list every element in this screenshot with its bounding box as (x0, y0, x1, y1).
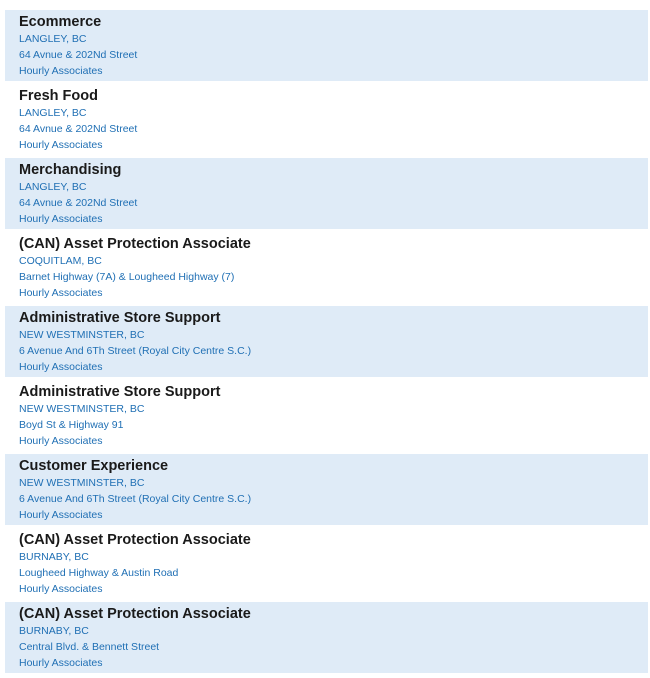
job-category: Hourly Associates (19, 657, 103, 669)
job-title-link[interactable]: Administrative Store Support (19, 384, 221, 400)
job-address: Barnet Highway (7A) & Lougheed Highway (7) (19, 271, 235, 283)
job-listing[interactable] (5, 454, 648, 525)
job-address: 6 Avenue And 6Th Street (Royal City Centre S.C.) (19, 345, 252, 357)
job-address: Central Blvd. & Bennett Street (19, 641, 160, 653)
job-address: Lougheed Highway & Austin Road (19, 567, 179, 579)
job-location: BURNABY, BC (19, 625, 89, 637)
job-category: Hourly Associates (19, 361, 103, 373)
job-address: Boyd St & Highway 91 (19, 419, 124, 431)
job-location: LANGLEY, BC (19, 33, 87, 45)
job-location: LANGLEY, BC (19, 181, 87, 193)
job-location: BURNABY, BC (19, 551, 89, 563)
job-list (5, 10, 648, 676)
job-title-link[interactable]: (CAN) Asset Protection Associate (19, 606, 251, 622)
job-category: Hourly Associates (19, 213, 103, 225)
job-category: Hourly Associates (19, 287, 103, 299)
job-title-link[interactable]: Ecommerce (19, 14, 102, 30)
job-address: 64 Avnue & 202Nd Street (19, 197, 138, 209)
job-location: COQUITLAM, BC (19, 255, 102, 267)
job-listing[interactable] (5, 380, 648, 451)
job-listing[interactable] (5, 10, 648, 81)
job-address: 64 Avnue & 202Nd Street (19, 123, 138, 135)
job-category: Hourly Associates (19, 139, 103, 151)
job-listing[interactable] (5, 158, 648, 229)
job-title-link[interactable]: Customer Experience (19, 458, 169, 474)
job-title-link[interactable]: (CAN) Asset Protection Associate (19, 532, 251, 548)
job-location: NEW WESTMINSTER, BC (19, 477, 145, 489)
job-category: Hourly Associates (19, 583, 103, 595)
job-address: 64 Avnue & 202Nd Street (19, 49, 138, 61)
job-listing[interactable] (5, 602, 648, 673)
job-listing[interactable] (5, 84, 648, 155)
job-location: LANGLEY, BC (19, 107, 87, 119)
job-title-link[interactable]: Merchandising (19, 162, 122, 178)
job-category: Hourly Associates (19, 65, 103, 77)
job-address: 6 Avenue And 6Th Street (Royal City Centre S.C.) (19, 493, 252, 505)
job-title-link[interactable]: (CAN) Asset Protection Associate (19, 236, 251, 252)
job-listing[interactable] (5, 306, 648, 377)
job-location: NEW WESTMINSTER, BC (19, 329, 145, 341)
job-title-link[interactable]: Administrative Store Support (19, 310, 221, 326)
job-title-link[interactable]: Fresh Food (19, 88, 98, 104)
job-category: Hourly Associates (19, 509, 103, 521)
job-listing[interactable] (5, 232, 648, 303)
job-location: NEW WESTMINSTER, BC (19, 403, 145, 415)
job-listing[interactable] (5, 528, 648, 599)
job-category: Hourly Associates (19, 435, 103, 447)
